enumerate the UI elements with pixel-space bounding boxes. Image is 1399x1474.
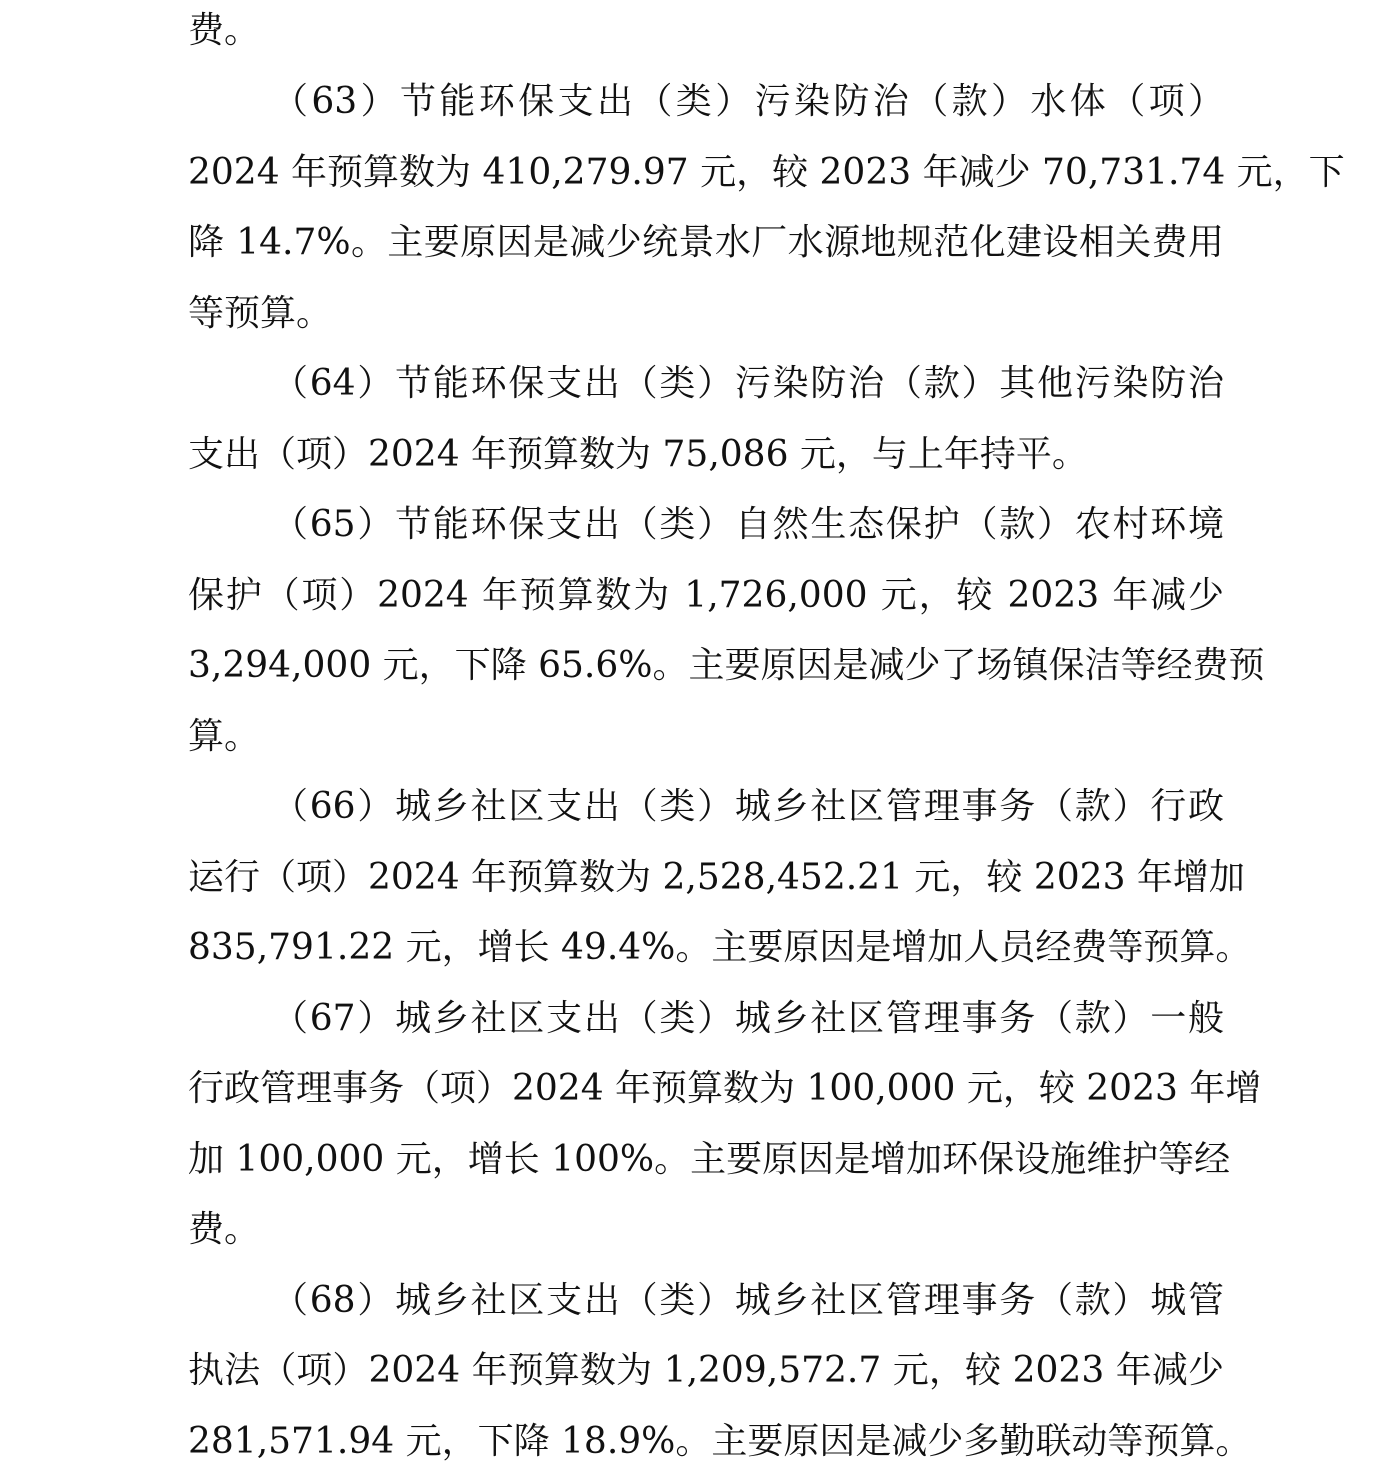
paragraph-65-line-1: （65）节能环保支出（类）自然生态保护（款）农村环境 [272, 504, 1224, 545]
paragraph-66-line-2: 运行（项）2024 年预算数为 2,528,452.21 元，较 2023 年增加 [188, 857, 1245, 898]
paragraph-68-line-1: （68）城乡社区支出（类）城乡社区管理事务（款）城管 [272, 1280, 1224, 1321]
paragraph-68-line-2: 执法（项）2024 年预算数为 1,209,572.7 元，较 2023 年减少 [188, 1350, 1224, 1391]
paragraph-64-line-2: 支出（项）2024 年预算数为 75,086 元，与上年持平。 [188, 434, 1088, 475]
paragraph-66-line-3: 835,791.22 元，增长 49.4%。主要原因是增加人员经费等预算。 [188, 927, 1252, 968]
paragraph-66-line-1: （66）城乡社区支出（类）城乡社区管理事务（款）行政 [272, 786, 1224, 827]
text-line-continuation: 费。 [188, 10, 261, 51]
paragraph-65-line-3: 3,294,000 元，下降 65.6%。主要原因是减少了场镇保洁等经费预 [188, 645, 1265, 686]
paragraph-63-line-4: 等预算。 [188, 293, 333, 334]
paragraph-67-line-1: （67）城乡社区支出（类）城乡社区管理事务（款）一般 [272, 998, 1224, 1039]
paragraph-65-line-2: 保护（项）2024 年预算数为 1,726,000 元，较 2023 年减少 [188, 575, 1224, 616]
paragraph-63-line-1: （63）节能环保支出（类）污染防治（款）水体（项） [272, 81, 1224, 122]
paragraph-68-line-3: 281,571.94 元，下降 18.9%。主要原因是减少多勤联动等预算。 [188, 1421, 1252, 1462]
paragraph-67-line-3: 加 100,000 元，增长 100%。主要原因是增加环保设施维护等经 [188, 1139, 1231, 1180]
paragraph-63-line-3: 降 14.7%。主要原因是减少统景水厂水源地规范化建设相关费用 [188, 222, 1224, 263]
paragraph-67-line-2: 行政管理事务（项）2024 年预算数为 100,000 元，较 2023 年增 [188, 1068, 1262, 1109]
paragraph-65-line-4: 算。 [188, 716, 261, 757]
paragraph-64-line-1: （64）节能环保支出（类）污染防治（款）其他污染防治 [272, 363, 1224, 404]
paragraph-67-line-4: 费。 [188, 1209, 261, 1250]
paragraph-63-line-2: 2024 年预算数为 410,279.97 元，较 2023 年减少 70,731.74 元，下 [188, 152, 1345, 193]
